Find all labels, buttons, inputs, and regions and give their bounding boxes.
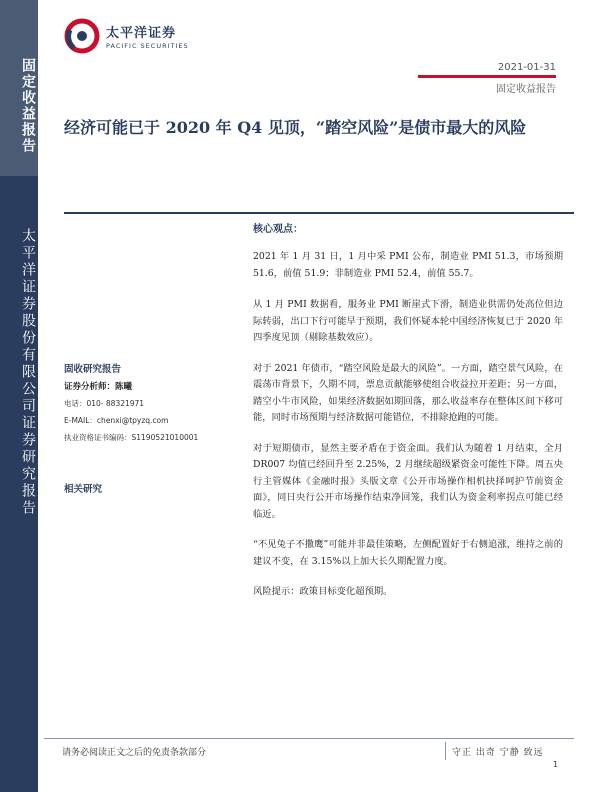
logo-mark-icon xyxy=(64,18,100,54)
paragraph: 2021 年 1 月 31 日，1 月中采 PMI 公布，制造业 PMI 51.3，市场预期 51.6，前值 51.9；非制造业 PMI 52.4，前值 55.7。 xyxy=(253,251,563,279)
author-block xyxy=(64,361,239,443)
analyst-email: E-MAIL：chenxi@tpyzq.com xyxy=(64,416,169,425)
author-org: 固收研究报告 xyxy=(64,364,122,375)
analyst-phone: 电话：010- 88321971 xyxy=(64,399,145,408)
footer-motto: 守正 出奇 宁静 致远 xyxy=(452,748,544,758)
report-date: 2021-01-31 xyxy=(497,62,556,73)
analyst-name: 证券分析师：陈曦 xyxy=(64,382,133,392)
logo-cn: 太平洋证券 xyxy=(106,26,177,41)
core-body xyxy=(253,249,563,601)
paragraph: 从 1 月 PMI 数据看，服务业 PMI 断崖式下滑，制造业供需仍处高位但边际转弱，出口下行可能早于预期，我们怀疑本轮中国经济恢复已于 2020 年四季度见顶（剔除基数效应）。 xyxy=(253,299,563,343)
report-title: 经济可能已于 2020 年 Q4 见顶，“踏空风险”是债市最大的风险 xyxy=(64,118,527,137)
analyst-license: 执业资格证书编码：S1190521010001 xyxy=(64,433,199,442)
core-heading: 核心观点： xyxy=(253,224,303,235)
paragraph: 对于 2021 年债市，“踏空风险是最大的风险”。一方面，踏空景气风险，在震荡市背景下，久期不同，票息贡献能够使组合收益拉开差距；另一方面，踏空小牛市风险，如果经济数据如期回落，那么收益率存在整体区间下移可能，同时市场预期与经济数据可能错位，不排除抢跑的可能。 xyxy=(253,362,563,423)
paragraph: 风险提示：政策目标变化超预期。 xyxy=(253,586,393,597)
sidebar-report-type: 固定收益报告 xyxy=(20,58,36,154)
paragraph: “不见兔子不撒鹰”可能并非最佳策略，左侧配置好于右侧追涨，维持之前的建议不变，在 3.15%以上加大长久期配置力度。 xyxy=(253,539,563,567)
related-research-heading: 相关研究 xyxy=(64,484,103,495)
title-divider xyxy=(64,212,574,214)
page-number: 1 xyxy=(553,760,559,769)
report-category: 固定收益报告 xyxy=(496,84,556,95)
sidebar-company: 太平洋证券股份有限公司证券研究报告 xyxy=(20,228,36,517)
company-logo xyxy=(64,18,189,54)
footer-disclaimer: 请务必阅读正文之后的免责条款部分 xyxy=(62,748,207,758)
header-accent-line xyxy=(418,75,556,78)
paragraph: 对于短期债市，显然主要矛盾在于资金面。我们认为随着 1 月结束，全月 DR007 均值已经回升至 2.25%，2 月继续超级紧资金可能性下降。周五央行主管媒体《金融时报》头版文章《公开市场操作相机抉择呵护节前资金面》，同日央行公开市场操作结束净回笼，我们认为资金利率拐点可能已经临近。 xyxy=(253,442,563,520)
logo-en: PACIFIC SECURITIES xyxy=(106,42,189,50)
footer-separator xyxy=(445,742,446,760)
footer-divider xyxy=(44,738,574,739)
